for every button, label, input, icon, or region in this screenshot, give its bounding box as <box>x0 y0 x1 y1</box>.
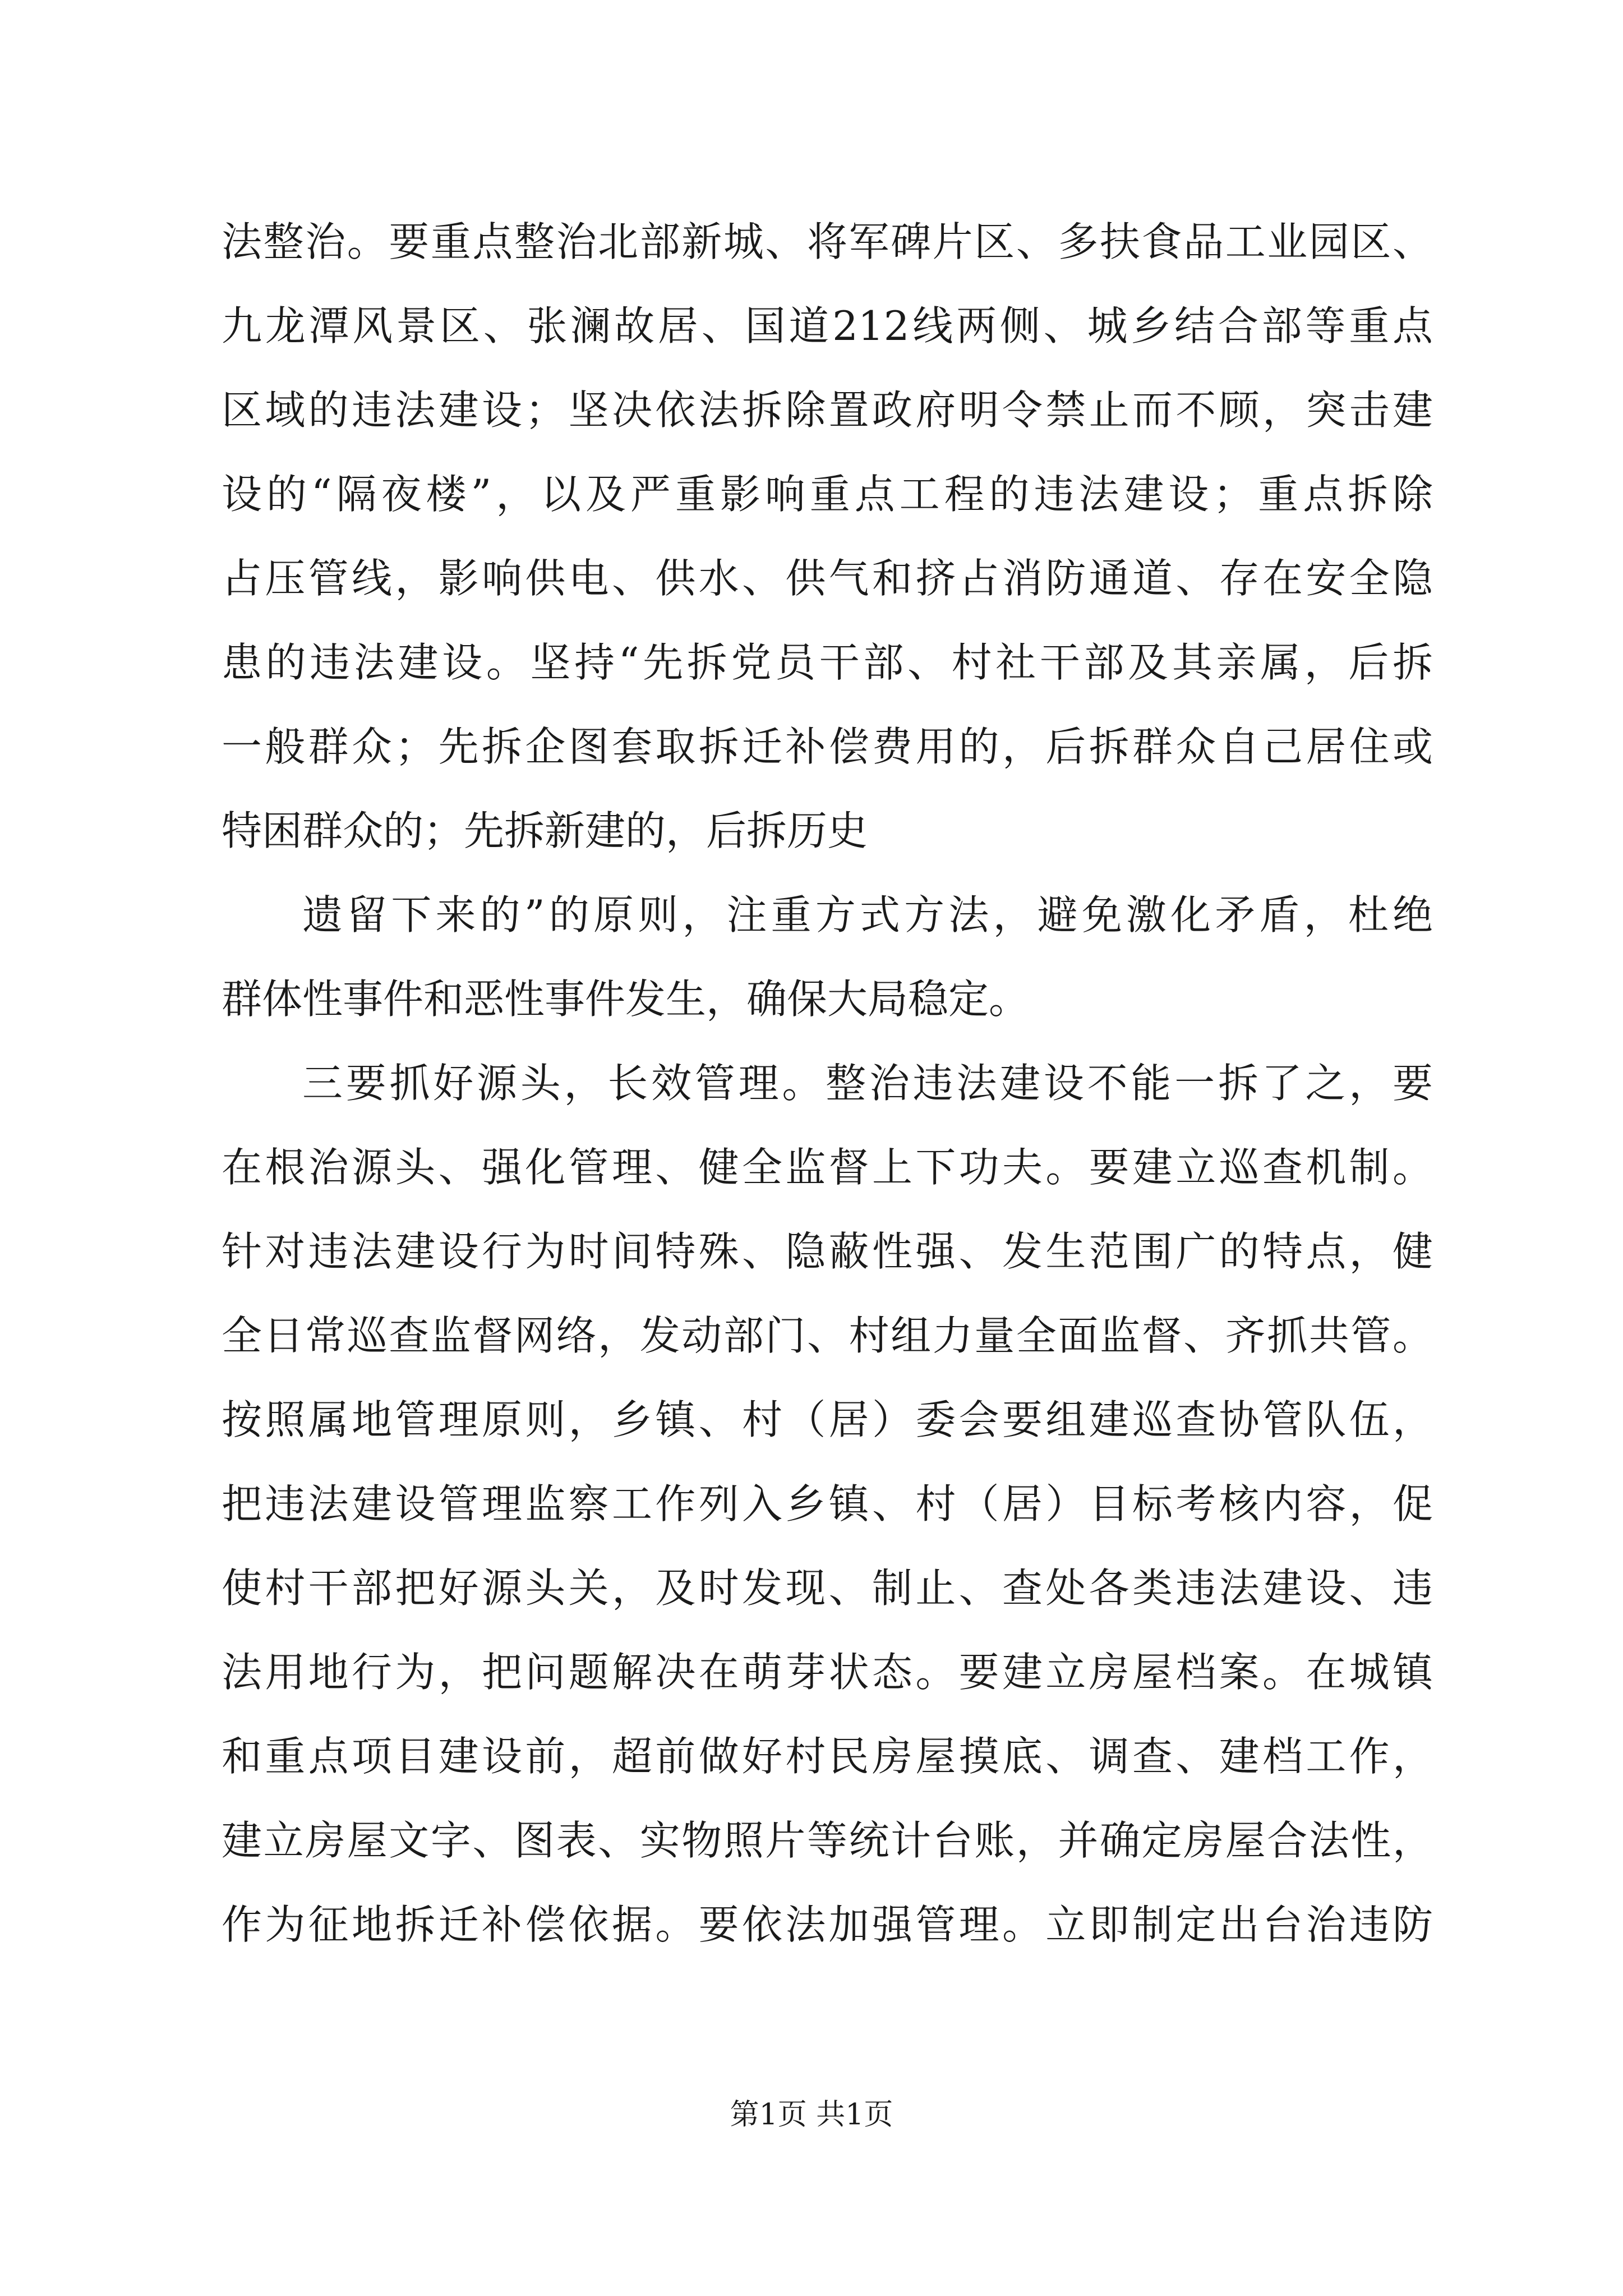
text-line: 法整治。要重点整治北部新城、将军碑片区、多扶食品工业园区、 <box>222 218 1433 265</box>
text-line: 在根治源头、强化管理、健全监督上下功夫。要建立巡查机制。 <box>222 1144 1433 1191</box>
text-line: 全日常巡查监督网络，发动部门、村组力量全面监督、齐抓共管。 <box>222 1312 1433 1359</box>
text-line: 使村干部把好源头关，及时发现、制止、查处各类违法建设、违 <box>222 1565 1433 1612</box>
text-line: 一般群众；先拆企图套取拆迁补偿费用的，后拆群众自己居住或 <box>222 723 1433 770</box>
text-line: 按照属地管理原则，乡镇、村（居）委会要组建巡查协管队伍， <box>222 1396 1433 1443</box>
text-line: 三要抓好源头，长效管理。整治违法建设不能一拆了之，要 <box>302 1060 1433 1107</box>
text-line: 作为征地拆迁补偿依据。要依法加强管理。立即制定出台治违防 <box>222 1901 1433 1948</box>
body-text <box>222 200 1433 1967</box>
paragraph-2 <box>222 873 1433 1041</box>
text-line: 和重点项目建设前，超前做好村民房屋摸底、调查、建档工作， <box>222 1733 1433 1780</box>
text-line: 法用地行为，把问题解决在萌芽状态。要建立房屋档案。在城镇 <box>222 1649 1433 1696</box>
text-line: 遗留下来的”的原则，注重方式方法，避免激化矛盾，杜绝 <box>302 891 1433 938</box>
text-line: 占压管线，影响供电、供水、供气和挤占消防通道、存在安全隐 <box>222 555 1433 602</box>
paragraph-3 <box>222 1041 1433 1967</box>
text-line: 把违法建设管理监察工作列入乡镇、村（居）目标考核内容，促 <box>222 1480 1433 1527</box>
text-line: 设的“隔夜楼”，以及严重影响重点工程的违法建设；重点拆除 <box>222 471 1433 518</box>
text-line: 区域的违法建设；坚决依法拆除置政府明令禁止而不顾，突击建 <box>222 386 1433 434</box>
text-line: 患的违法建设。坚持“先拆党员干部、村社干部及其亲属，后拆 <box>222 639 1433 686</box>
text-line: 群体性事件和恶性事件发生，确保大局稳定。 <box>222 976 1030 1023</box>
text-line: 特困群众的；先拆新建的，后拆历史 <box>222 807 868 854</box>
text-line: 针对违法建设行为时间特殊、隐蔽性强、发生范围广的特点，健 <box>222 1228 1433 1275</box>
text-line: 建立房屋文字、图表、实物照片等统计台账，并确定房屋合法性， <box>222 1817 1433 1864</box>
paragraph-1 <box>222 200 1433 873</box>
page-footer: 第1页 共1页 <box>730 2098 893 2132</box>
text-line: 九龙潭风景区、张澜故居、国道212线两侧、城乡结合部等重点 <box>222 302 1433 349</box>
